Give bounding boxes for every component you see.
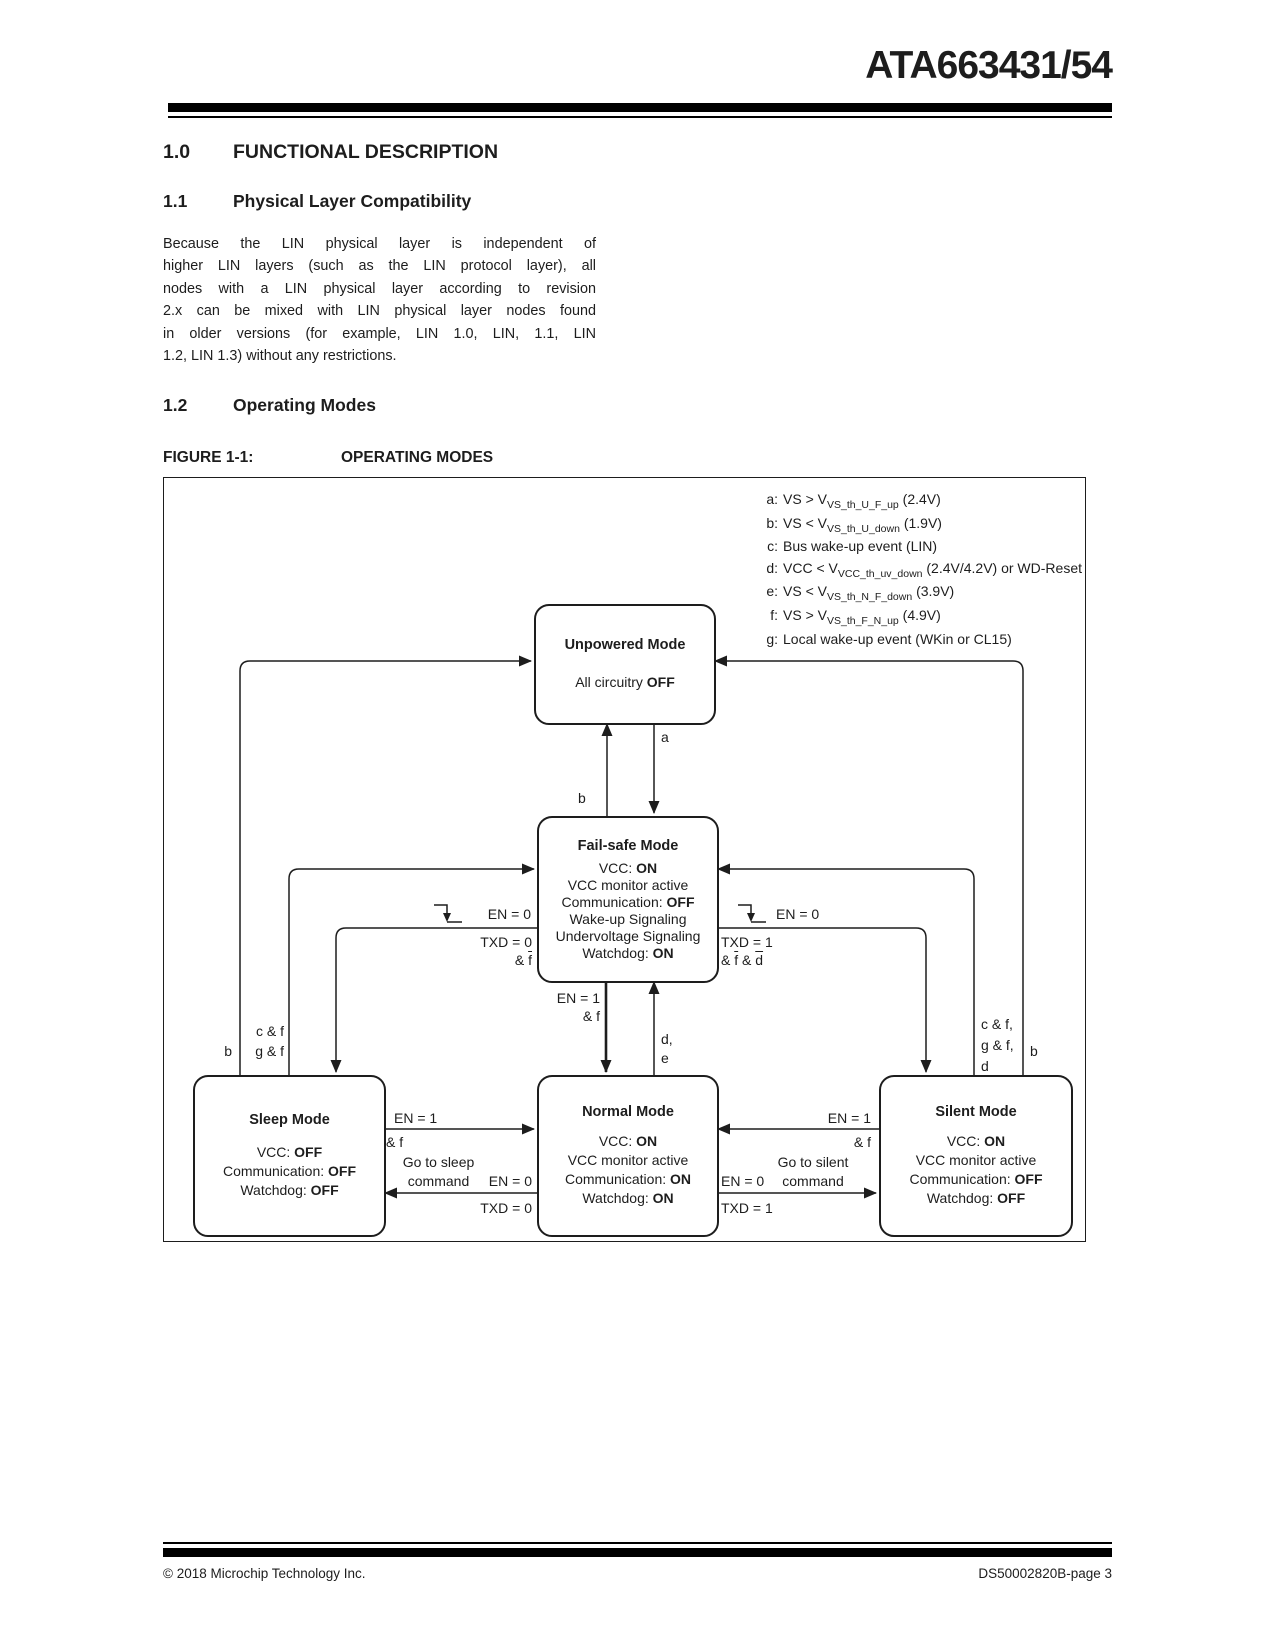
header-rule-thin [168, 116, 1112, 118]
state-property-line: Watchdog: OFF [240, 1182, 339, 1198]
label-go-to-sleep-1: Go to sleep [402, 1154, 475, 1170]
legend-line: c: Bus wake-up event (LIN) [767, 538, 938, 555]
state-property-line: VCC monitor active [567, 1152, 689, 1168]
state-property-line: Communication: OFF [561, 893, 695, 910]
state-property-line: Watchdog: OFF [926, 1190, 1026, 1206]
label-failsafe-normal-en: EN = 1 [556, 990, 600, 1006]
label-failsafe-silent-en: EN = 0 [776, 906, 820, 922]
section-1-1-paragraph [163, 233, 596, 367]
page-title: ATA663431/54 [865, 44, 1112, 87]
edge-silent-to-unpowered [715, 661, 1023, 1075]
label-a: a [661, 729, 669, 745]
paragraph-line: Because the LIN physical layer is independent of [163, 236, 596, 252]
section-1-0-number: 1.0 [163, 141, 191, 163]
label-failsafe-silent-fd: & $\overline{f}$ & $\overline{d}$ [721, 952, 764, 968]
state-property-line: Wake-up Signaling [569, 910, 687, 927]
label-normal-silent-txd: TXD = 1 [721, 1200, 773, 1216]
paragraph-line: nodes with a LIN physical layer according to revision [163, 280, 596, 297]
state-title: Normal Mode [582, 1104, 674, 1120]
label-normal-failsafe-e: e [661, 1050, 669, 1066]
state-property-line: VCC: ON [946, 1133, 1006, 1149]
figure-caption-label: FIGURE 1-1: [163, 449, 254, 466]
state-property-line: VCC monitor active [567, 876, 689, 893]
label-silent-b: b [1030, 1043, 1038, 1059]
label-sleep-normal-f: & f [386, 1134, 404, 1150]
falling-edge-arrowhead [443, 913, 451, 922]
footer-rule-thin [163, 1542, 1112, 1544]
footer-copyright: © 2018 Microchip Technology Inc. [163, 1566, 366, 1581]
state-title: Fail-safe Mode [577, 837, 679, 854]
label-normal-failsafe-d: d, [661, 1031, 673, 1047]
label-silent-normal-en: EN = 1 [827, 1110, 871, 1126]
state-title: Unpowered Mode [564, 637, 686, 653]
legend-line: g: Local wake-up event (WKin or CL15) [766, 630, 1012, 647]
falling-edge-arrowhead [747, 913, 755, 922]
state-property-line: Watchdog: ON [582, 944, 674, 961]
state-property-line: VCC: ON [598, 1133, 658, 1149]
footer-doc-id: DS50002820B-page 3 [978, 1566, 1112, 1581]
label-sleep-cf: c & f [255, 1023, 284, 1039]
state-property-line: Communication: ON [564, 1171, 692, 1187]
legend-line: f: VS > $V_{VS\_th\_F\_N\_up}$ (4.9V) [770, 606, 941, 627]
footer-rule-thick [163, 1548, 1112, 1557]
label-failsafe-sleep-en: EN = 0 [487, 906, 531, 922]
state-box-normal-mode [537, 1075, 719, 1237]
state-box-sleep-mode [193, 1075, 386, 1237]
state-property-line: Watchdog: ON [582, 1190, 674, 1206]
figure-operating-modes [163, 477, 1086, 1242]
section-1-0-title: FUNCTIONAL DESCRIPTION [233, 141, 499, 163]
state-title: Silent Mode [935, 1104, 1017, 1120]
header-rule-thick [168, 103, 1112, 112]
edge-silent-to-failsafe [718, 869, 974, 1075]
legend-line: a: VS > $V_{VS\_th\_U\_F\_up}$ (2.4V) [766, 491, 941, 511]
label-failsafe-normal-f: & f [582, 1008, 600, 1024]
section-1-1-title: Physical Layer Compatibility [233, 191, 472, 211]
section-1-2-number: 1.2 [163, 395, 188, 415]
state-box-failsafe-mode [537, 816, 719, 983]
label-silent-d: d [981, 1058, 989, 1074]
state-property-line: Communication: OFF [222, 1163, 357, 1179]
section-1-1-number: 1.1 [163, 191, 188, 211]
figure-caption-title: OPERATING MODES [341, 449, 494, 466]
label-sleep-b: b [224, 1043, 232, 1059]
label-failsafe-sleep-txd: TXD = 0 [480, 934, 532, 950]
label-failsafe-silent-txd: TXD = 1 [721, 934, 773, 950]
label-sleep-gf: g & f [255, 1043, 284, 1059]
label-b-up: b [578, 790, 586, 806]
paragraph-line: 2.x can be mixed with LIN physical layer nodes found [163, 303, 596, 320]
state-property-line: Undervoltage Signaling [555, 927, 701, 944]
label-silent-cf: c & f, [981, 1016, 1013, 1032]
label-normal-sleep-en: EN = 0 [488, 1173, 532, 1189]
edge-sleep-to-unpowered [240, 661, 531, 1075]
label-go-to-silent-1: Go to silent [777, 1154, 849, 1170]
state-box-silent-mode [879, 1075, 1073, 1237]
edge-sleep-to-failsafe [289, 869, 534, 1075]
state-box-unpowered-mode [534, 604, 716, 725]
label-silent-gf: g & f, [981, 1037, 1014, 1053]
section-1-2-title: Operating Modes [233, 395, 376, 415]
label-normal-sleep-txd: TXD = 0 [480, 1200, 532, 1216]
state-property-line: All circuitry OFF [575, 674, 675, 690]
paragraph-line: 1.2, LIN 1.3) without any restrictions. [163, 348, 397, 365]
legend-line: b: VS < $V_{VS\_th\_U\_down}$ (1.9V) [766, 514, 942, 535]
label-sleep-normal-en: EN = 1 [394, 1110, 438, 1126]
label-normal-silent-en: EN = 0 [721, 1173, 765, 1189]
paragraph-line: in older versions (for example, LIN 1.0, LIN, 1.1, LIN [163, 325, 596, 342]
legend-line: e: VS < $V_{VS\_th\_N\_F\_down}$ (3.9V) [766, 583, 955, 604]
label-silent-normal-f: & f [853, 1134, 871, 1150]
label-failsafe-sleep-f: & $\overline{f}$ [514, 952, 532, 968]
state-title: Sleep Mode [249, 1112, 330, 1128]
state-property-line: VCC: OFF [256, 1144, 323, 1160]
paragraph-line: higher LIN layers (such as the LIN protocol layer), all [163, 258, 596, 275]
state-property-line: VCC: ON [598, 859, 658, 876]
label-go-to-silent-2: command [782, 1173, 844, 1189]
label-go-to-sleep-2: command [407, 1173, 470, 1189]
state-property-line: VCC monitor active [915, 1152, 1037, 1168]
legend-line: d: VCC < $V_{VCC\_th\_uv\_down}$ (2.4V/4.2V) or WD-Reset [766, 559, 1082, 580]
figure-legend [760, 489, 1082, 650]
state-property-line: Communication: OFF [909, 1171, 1043, 1187]
